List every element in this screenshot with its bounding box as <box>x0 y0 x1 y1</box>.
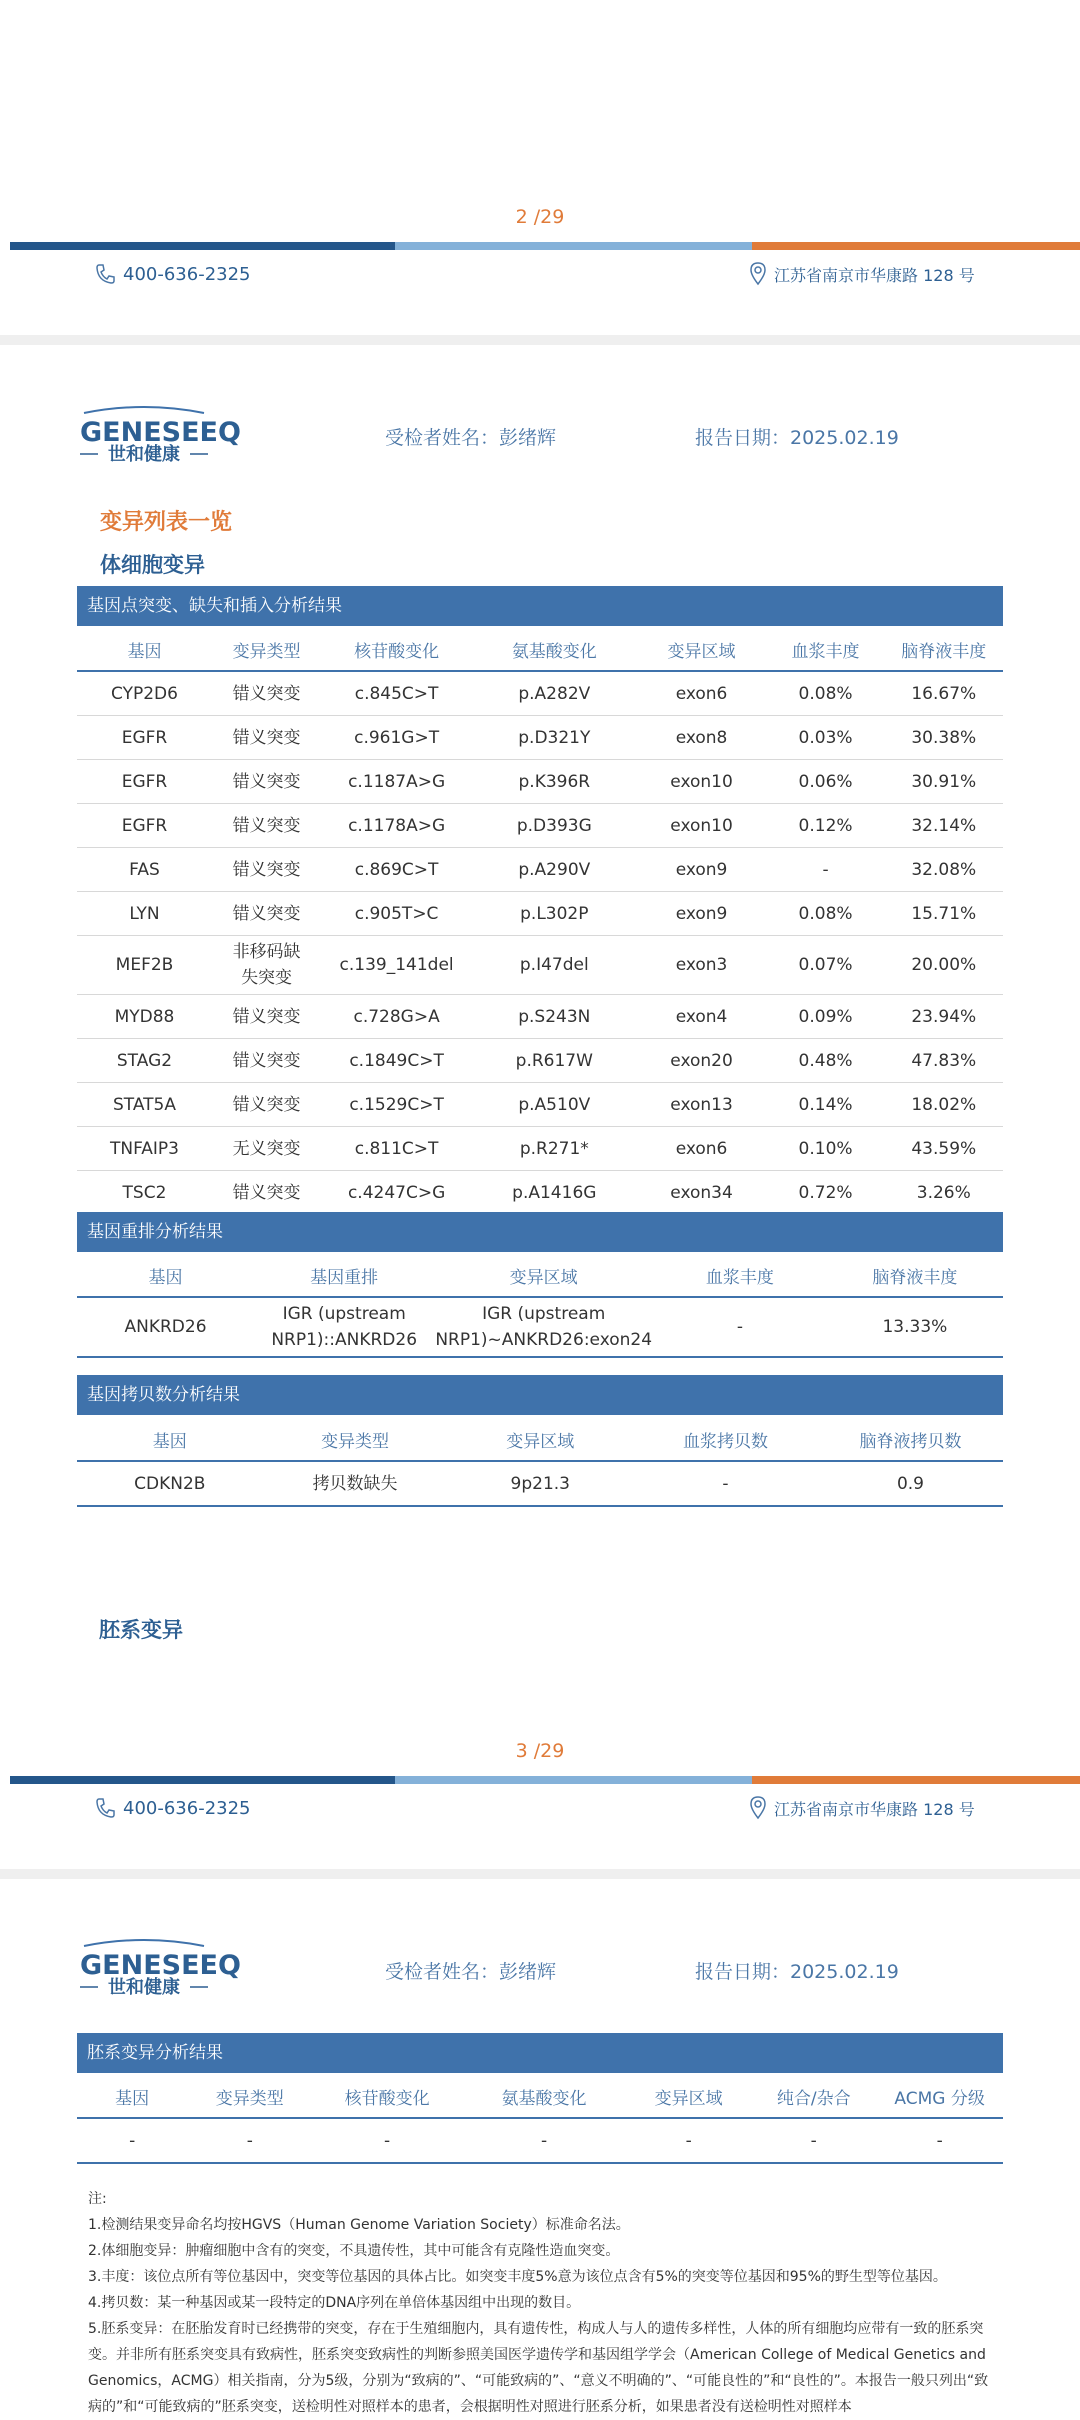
table-header-row <box>77 628 1003 671</box>
column-header: 基因 <box>77 628 212 671</box>
footer-phone[interactable] <box>95 263 251 285</box>
table-cell: 13.33% <box>827 1297 1003 1357</box>
column-header: 血浆拷贝数 <box>633 1418 818 1461</box>
svg-text:GENESEEQ: GENESEEQ <box>80 417 241 448</box>
address-text: 江苏省南京市华康路 128 号 <box>774 1799 975 1819</box>
table-cell: - <box>767 848 885 892</box>
table-row <box>77 1039 1003 1083</box>
company-logo <box>78 405 241 471</box>
table-cell: 0.09% <box>767 995 885 1039</box>
table-cell: EGFR <box>77 804 212 848</box>
column-header: 基因重排 <box>254 1254 434 1297</box>
table-cell: 0.48% <box>767 1039 885 1083</box>
germline-table <box>77 2075 1003 2164</box>
phone-number: 400-636-2325 <box>123 1797 251 1819</box>
table-cell: 3.26% <box>885 1171 1003 1216</box>
column-header: 变异区域 <box>637 628 767 671</box>
table-row <box>77 2118 1003 2163</box>
patient-name: 受检者姓名：彭绪辉 <box>385 427 557 449</box>
table-cell: 15.71% <box>885 892 1003 936</box>
cnv-table <box>77 1418 1003 1507</box>
table-row <box>77 1461 1003 1506</box>
snv-table <box>77 628 1003 1216</box>
table-cell: exon4 <box>637 995 767 1039</box>
column-header: 氨基酸变化 <box>462 2075 626 2118</box>
table-cell: p.A510V <box>472 1083 637 1127</box>
table-cell: - <box>751 2118 876 2163</box>
table-cell: CDKN2B <box>77 1461 263 1506</box>
table-cell: 错义突变 <box>212 1171 321 1216</box>
address-text: 江苏省南京市华康路 128 号 <box>774 265 975 285</box>
footer-color-bar <box>10 242 1080 250</box>
table-cell: LYN <box>77 892 212 936</box>
table-cell: p.A1416G <box>472 1171 637 1216</box>
table-cell: STAT5A <box>77 1083 212 1127</box>
table-header-row <box>77 1418 1003 1461</box>
column-header: 变异类型 <box>263 1418 448 1461</box>
snv-table-title: 基因点突变、缺失和插入分析结果 <box>77 586 1003 626</box>
table-cell: 0.03% <box>767 716 885 760</box>
column-header: 脑脊液拷贝数 <box>818 1418 1003 1461</box>
table-cell: p.A290V <box>472 848 637 892</box>
table-cell: 0.08% <box>767 671 885 716</box>
column-header: 基因 <box>77 1418 263 1461</box>
table-cell: 错义突变 <box>212 760 321 804</box>
table-row <box>77 1127 1003 1171</box>
table-row <box>77 1083 1003 1127</box>
table-cell: 0.12% <box>767 804 885 848</box>
table-cell: EGFR <box>77 716 212 760</box>
table-cell: EGFR <box>77 760 212 804</box>
table-cell: 错义突变 <box>212 1083 321 1127</box>
column-header: 纯合/杂合 <box>751 2075 876 2118</box>
table-cell: c.1849C>T <box>321 1039 472 1083</box>
table-cell: exon9 <box>637 892 767 936</box>
phone-icon <box>95 1797 115 1819</box>
footer-color-bar <box>10 1776 1080 1784</box>
table-cell: p.D321Y <box>472 716 637 760</box>
fusion-table <box>77 1254 1003 1358</box>
phone-icon <box>95 263 115 285</box>
table-cell: 无义突变 <box>212 1127 321 1171</box>
table-header-row <box>77 1254 1003 1297</box>
table-cell: p.S243N <box>472 995 637 1039</box>
report-date: 报告日期：2025.02.19 <box>695 427 899 449</box>
table-cell: CYP2D6 <box>77 671 212 716</box>
table-row <box>77 892 1003 936</box>
table-row <box>77 760 1003 804</box>
table-cell: c.845C>T <box>321 671 472 716</box>
column-header: 变异区域 <box>626 2075 751 2118</box>
company-logo <box>78 1938 241 2004</box>
table-cell: TSC2 <box>77 1171 212 1216</box>
table-cell: exon10 <box>637 804 767 848</box>
column-header: 变异区域 <box>448 1418 633 1461</box>
table-cell: 23.94% <box>885 995 1003 1039</box>
table-cell: 18.02% <box>885 1083 1003 1127</box>
table-cell: p.R271* <box>472 1127 637 1171</box>
table-cell: 0.9 <box>818 1461 1003 1506</box>
svg-text:世和健康: 世和健康 <box>108 1977 180 1998</box>
table-cell: p.A282V <box>472 671 637 716</box>
table-cell: 0.07% <box>767 936 885 995</box>
table-cell: exon13 <box>637 1083 767 1127</box>
column-header: 脑脊液丰度 <box>885 628 1003 671</box>
table-cell: p.K396R <box>472 760 637 804</box>
germline-table-title: 胚系变异分析结果 <box>77 2033 1003 2073</box>
table-cell: exon9 <box>637 848 767 892</box>
table-cell: - <box>77 2118 187 2163</box>
footer-address <box>750 262 975 286</box>
table-cell: 0.72% <box>767 1171 885 1216</box>
table-cell: 30.38% <box>885 716 1003 760</box>
patient-name: 受检者姓名：彭绪辉 <box>385 1961 557 1983</box>
column-header: 血浆丰度 <box>767 628 885 671</box>
table-cell: 43.59% <box>885 1127 1003 1171</box>
table-cell: 错义突变 <box>212 848 321 892</box>
notes <box>88 2186 998 2420</box>
table-cell: 错义突变 <box>212 804 321 848</box>
location-pin-icon <box>750 262 766 286</box>
table-cell: 非移码缺 失突变 <box>212 936 321 995</box>
table-cell: p.D393G <box>472 804 637 848</box>
somatic-title: 体细胞变异 <box>100 553 205 577</box>
table-cell: TNFAIP3 <box>77 1127 212 1171</box>
page-separator <box>0 1869 1080 1879</box>
table-cell: p.I47del <box>472 936 637 995</box>
table-cell: c.1187A>G <box>321 760 472 804</box>
table-cell: 0.06% <box>767 760 885 804</box>
table-cell: c.4247C>G <box>321 1171 472 1216</box>
table-cell: 32.08% <box>885 848 1003 892</box>
table-cell: 47.83% <box>885 1039 1003 1083</box>
table-cell: - <box>462 2118 626 2163</box>
location-pin-icon <box>750 1796 766 1820</box>
svg-text:GENESEEQ: GENESEEQ <box>80 1950 241 1981</box>
column-header: 氨基酸变化 <box>472 628 637 671</box>
table-cell: p.L302P <box>472 892 637 936</box>
table-cell: 错义突变 <box>212 716 321 760</box>
footer-address <box>750 1796 975 1820</box>
table-cell: 错义突变 <box>212 995 321 1039</box>
section-title: 变异列表一览 <box>100 510 233 535</box>
page-number: 2 /29 <box>515 206 565 228</box>
table-cell: exon20 <box>637 1039 767 1083</box>
table-cell: 32.14% <box>885 804 1003 848</box>
table-cell: MYD88 <box>77 995 212 1039</box>
table-row <box>77 848 1003 892</box>
footer-phone[interactable] <box>95 1797 251 1819</box>
table-cell: 0.14% <box>767 1083 885 1127</box>
table-cell: 错义突变 <box>212 892 321 936</box>
table-cell: 错义突变 <box>212 1039 321 1083</box>
table-cell: exon3 <box>637 936 767 995</box>
table-cell: MEF2B <box>77 936 212 995</box>
table-cell: ANKRD26 <box>77 1297 254 1357</box>
note-item: 5.胚系变异：在胚胎发育时已经携带的突变，存在于生殖细胞内，具有遗传性，构成人与人的遗传多样性，人体的所有细胞均应带有一致的胚系突变。并非所有胚系突变具有致病性，胚系突变致病性的判断参照美国医学遗传学和基因组学学会（American College of Medical Genetics and Genomics，ACMG）相关指南，分为5级，分别为“致病的”、“可能致病的”、“意义不明确的”、“可能良性的”和“良性的”。本报告一般只列出“致病的”和“可能致病的”胚系突变，送检明性对照样本的患者，会根据明性对照进行胚系分析，如果患者没有送检明性对照样本 <box>88 2321 989 2415</box>
table-cell: - <box>626 2118 751 2163</box>
note-item: 1.检测结果变异命名均按HGVS（Human Genome Variation Society）标准命名法。 <box>88 2217 630 2233</box>
table-cell: c.1178A>G <box>321 804 472 848</box>
table-cell: 16.67% <box>885 671 1003 716</box>
notes-label: 注: <box>88 2191 107 2207</box>
table-cell: STAG2 <box>77 1039 212 1083</box>
svg-text:世和健康: 世和健康 <box>108 444 180 465</box>
page-number: 3 /29 <box>515 1740 565 1762</box>
table-cell: 错义突变 <box>212 671 321 716</box>
table-row <box>77 1171 1003 1216</box>
table-cell: c.811C>T <box>321 1127 472 1171</box>
table-cell: - <box>876 2118 1003 2163</box>
germline-title: 胚系变异 <box>99 1618 183 1642</box>
table-row <box>77 716 1003 760</box>
table-cell: - <box>633 1461 818 1506</box>
table-cell: IGR (upstream NRP1)~ANKRD26:exon24 <box>434 1297 653 1357</box>
note-item: 4.拷贝数：某一种基因或某一段特定的DNA序列在单倍体基因组中出现的数目。 <box>88 2295 581 2311</box>
column-header: 血浆丰度 <box>653 1254 827 1297</box>
table-cell: - <box>653 1297 827 1357</box>
column-header: 变异类型 <box>212 628 321 671</box>
table-cell: - <box>312 2118 462 2163</box>
table-cell: 9p21.3 <box>448 1461 633 1506</box>
table-cell: IGR (upstream NRP1)::ANKRD26 <box>254 1297 434 1357</box>
column-header: 核苷酸变化 <box>312 2075 462 2118</box>
table-cell: exon10 <box>637 760 767 804</box>
fusion-table-title: 基因重排分析结果 <box>77 1212 1003 1252</box>
column-header: ACMG 分级 <box>876 2075 1003 2118</box>
table-header-row <box>77 2075 1003 2118</box>
report-date: 报告日期：2025.02.19 <box>695 1961 899 1983</box>
phone-number: 400-636-2325 <box>123 263 251 285</box>
table-cell: p.R617W <box>472 1039 637 1083</box>
note-item: 2.体细胞变异：肿瘤细胞中含有的突变，不具遗传性，其中可能含有克隆性造血突变。 <box>88 2243 620 2259</box>
table-cell: c.905T>C <box>321 892 472 936</box>
column-header: 变异类型 <box>187 2075 312 2118</box>
table-cell: exon6 <box>637 671 767 716</box>
table-cell: 拷贝数缺失 <box>263 1461 448 1506</box>
table-cell: exon8 <box>637 716 767 760</box>
table-cell: - <box>187 2118 312 2163</box>
column-header: 基因 <box>77 1254 254 1297</box>
column-header: 核苷酸变化 <box>321 628 472 671</box>
table-cell: 0.10% <box>767 1127 885 1171</box>
table-cell: 20.00% <box>885 936 1003 995</box>
table-cell: c.961G>T <box>321 716 472 760</box>
table-row <box>77 1297 1003 1357</box>
table-cell: c.869C>T <box>321 848 472 892</box>
table-cell: 30.91% <box>885 760 1003 804</box>
table-cell: c.1529C>T <box>321 1083 472 1127</box>
table-row <box>77 936 1003 995</box>
table-row <box>77 804 1003 848</box>
table-cell: exon6 <box>637 1127 767 1171</box>
column-header: 基因 <box>77 2075 187 2118</box>
table-cell: c.728G>A <box>321 995 472 1039</box>
table-row <box>77 671 1003 716</box>
table-cell: c.139_141del <box>321 936 472 995</box>
page-separator <box>0 335 1080 345</box>
column-header: 变异区域 <box>434 1254 653 1297</box>
table-cell: FAS <box>77 848 212 892</box>
table-cell: 0.08% <box>767 892 885 936</box>
table-row <box>77 995 1003 1039</box>
cnv-table-title: 基因拷贝数分析结果 <box>77 1375 1003 1415</box>
note-item: 3.丰度：该位点所有等位基因中，突变等位基因的具体占比。如突变丰度5%意为该位点含有5%的突变等位基因和95%的野生型等位基因。 <box>88 2269 947 2285</box>
column-header: 脑脊液丰度 <box>827 1254 1003 1297</box>
table-cell: exon34 <box>637 1171 767 1216</box>
